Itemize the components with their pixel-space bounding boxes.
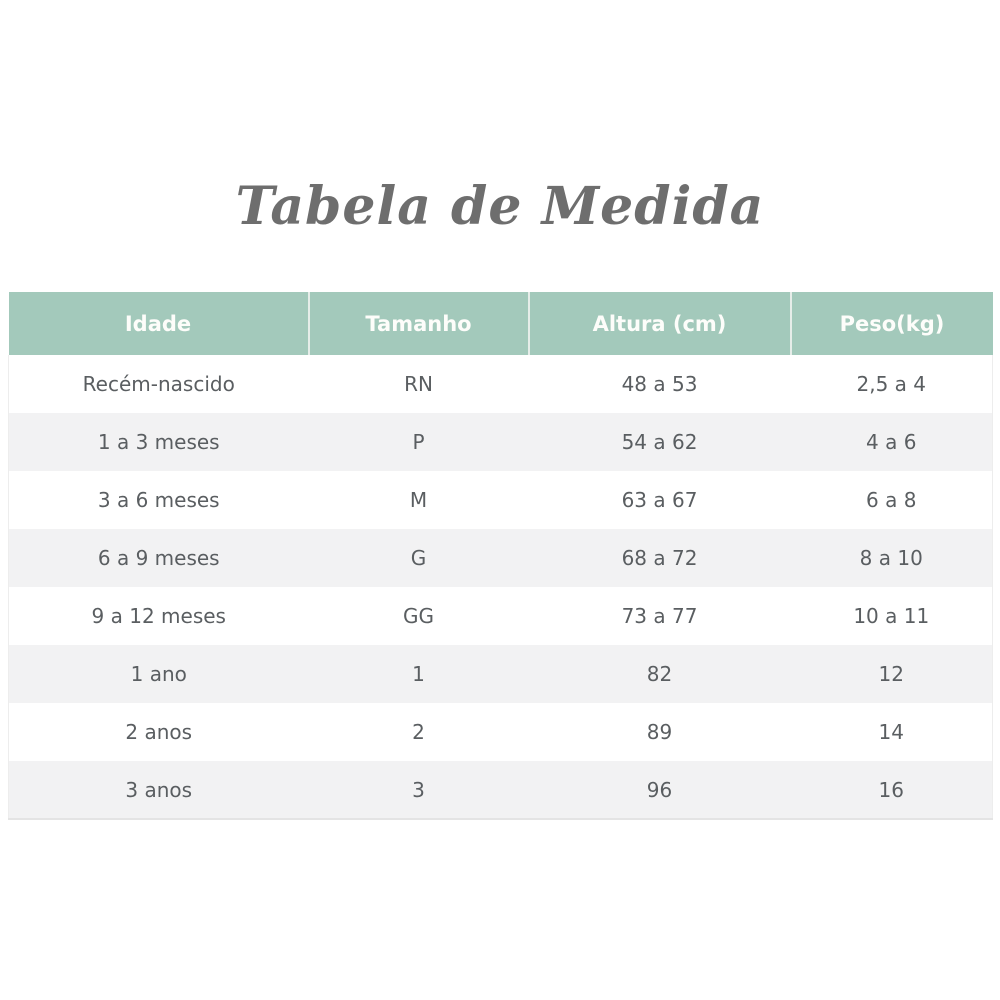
table-cell: 1 a 3 meses [9, 413, 309, 471]
table-row [9, 587, 993, 645]
size-chart-table [8, 292, 993, 820]
table-cell: 73 a 77 [529, 587, 791, 645]
table-row [9, 529, 993, 587]
table-cell: 9 a 12 meses [9, 587, 309, 645]
col-header-idade: Idade [9, 292, 309, 355]
col-header-peso: Peso(kg) [791, 292, 993, 355]
table-cell: 89 [529, 703, 791, 761]
table-cell: G [309, 529, 529, 587]
table-body [9, 355, 993, 819]
page-title: Tabela de Medida [235, 176, 765, 237]
table-header [9, 292, 993, 355]
table-row [9, 761, 993, 819]
table-cell: M [309, 471, 529, 529]
table-row [9, 703, 993, 761]
table-row [9, 413, 993, 471]
col-header-altura: Altura (cm) [529, 292, 791, 355]
header-row [9, 292, 993, 355]
table-cell: 82 [529, 645, 791, 703]
table-cell: 1 [309, 645, 529, 703]
table-cell: 63 a 67 [529, 471, 791, 529]
table-row [9, 471, 993, 529]
table-row [9, 645, 993, 703]
table-cell: P [309, 413, 529, 471]
table-cell: 12 [791, 645, 993, 703]
table-cell: 6 a 8 [791, 471, 993, 529]
table-cell: 2,5 a 4 [791, 355, 993, 413]
table-cell: 96 [529, 761, 791, 819]
table-cell: Recém-nascido [9, 355, 309, 413]
table-cell: 6 a 9 meses [9, 529, 309, 587]
table-cell: 14 [791, 703, 993, 761]
table-cell: 8 a 10 [791, 529, 993, 587]
table-cell: 2 anos [9, 703, 309, 761]
table-cell: 68 a 72 [529, 529, 791, 587]
table-cell: 3 anos [9, 761, 309, 819]
table-cell: 1 ano [9, 645, 309, 703]
table-cell: 16 [791, 761, 993, 819]
col-header-tamanho: Tamanho [309, 292, 529, 355]
table-cell: 3 [309, 761, 529, 819]
table-row [9, 355, 993, 413]
table-cell: 48 a 53 [529, 355, 791, 413]
table-cell: 10 a 11 [791, 587, 993, 645]
table-cell: 54 a 62 [529, 413, 791, 471]
table-cell: 2 [309, 703, 529, 761]
table-cell: GG [309, 587, 529, 645]
table-cell: 4 a 6 [791, 413, 993, 471]
table-cell: 3 a 6 meses [9, 471, 309, 529]
table-cell: RN [309, 355, 529, 413]
